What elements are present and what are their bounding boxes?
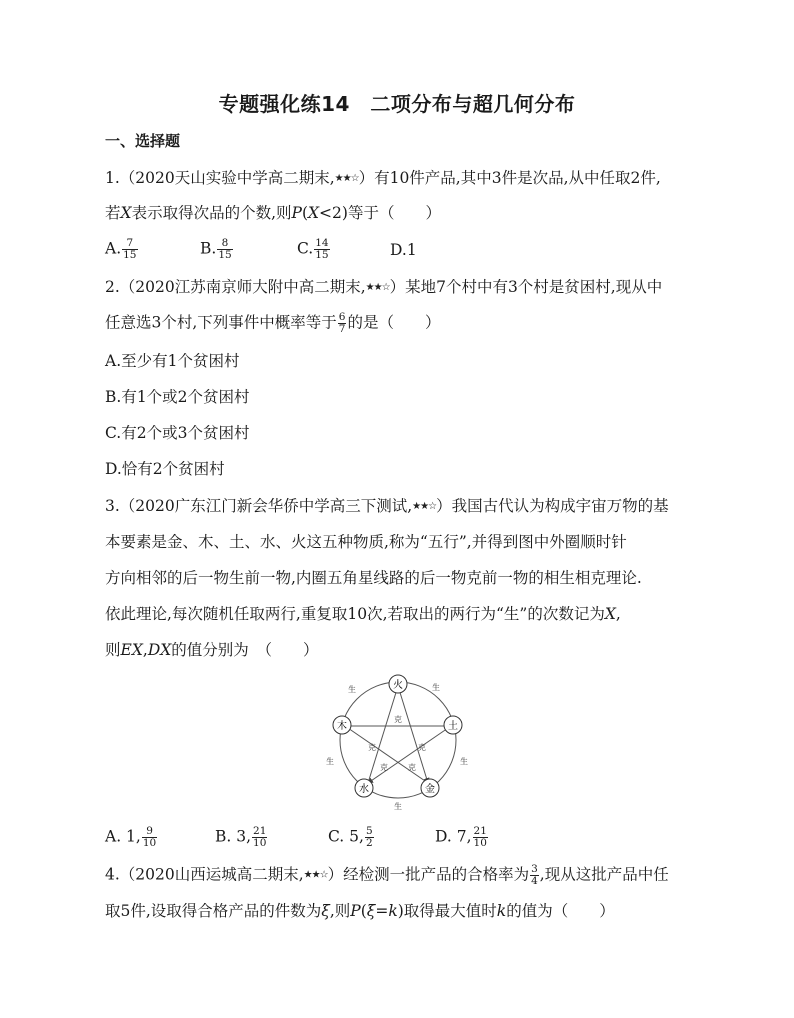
difficulty-stars-icon: ★★☆ [412, 501, 437, 512]
inner-label: 克 [394, 715, 402, 724]
q2-line-2: 任意选3个村,下列事件中概率等于 $\frac{6}{7}$ 的是（ ） [105, 311, 441, 335]
difficulty-stars-icon: ★★☆ [365, 282, 390, 293]
outer-label: 生 [348, 685, 356, 694]
q1-line-2: 若X表示取得次品的个数,则P(X<2)等于（ ） [105, 204, 441, 222]
svg-text:木: 木 [337, 721, 347, 732]
inner-label: 克 [418, 743, 426, 752]
q1-option-c: C. $\frac{14}{15}$ [297, 237, 329, 261]
q1-option-d: D.1 [390, 241, 417, 259]
q3-source: 3.（2020广东江门新会华侨中学高三下测试, [105, 497, 413, 515]
q1-text-1: ）有10件产品,其中3件是次品,从中任取2件, [358, 169, 661, 187]
node-metal [421, 779, 439, 797]
svg-text:金: 金 [425, 784, 435, 795]
inner-label: 克 [380, 763, 388, 772]
q3-line-2: 本要素是金、木、土、水、火这五种物质,称为“五行”,并得到图中外圈顺时针 [105, 533, 627, 551]
node-fire [389, 675, 407, 693]
difficulty-stars-icon: ★★☆ [303, 869, 328, 881]
svg-text:火: 火 [393, 680, 403, 691]
q1-line-1 [105, 168, 661, 189]
q1-option-b: B. $\frac{8}{15}$ [200, 237, 232, 261]
svg-text:水: 水 [359, 784, 369, 795]
outer-label: 生 [460, 757, 468, 766]
q2-source: 2.（2020江苏南京师大附中高二期末, [105, 278, 366, 296]
q3-line-3: 方向相邻的后一物生前一物,内圈五角星线路的后一物克前一物的相生相克理论. [105, 569, 642, 587]
q3-line-5: 则EX,DX的值分别为 （ ） [105, 641, 319, 659]
star-line [345, 726, 428, 783]
five-elements-diagram [318, 670, 478, 810]
outer-label: 生 [326, 757, 334, 766]
outer-circle [340, 682, 456, 798]
q1-option-a: A. $\frac{7}{15}$ [105, 237, 137, 261]
node-earth [444, 716, 462, 734]
outer-label: 生 [394, 802, 402, 810]
q2-option-c: C.有2个或3个贫困村 [105, 424, 250, 442]
q2-option-b: B.有1个或2个贫困村 [105, 388, 250, 406]
q2-option-a: A.至少有1个贫困村 [105, 352, 240, 370]
q2-option-d: D.恰有2个贫困村 [105, 460, 225, 478]
inner-label: 克 [408, 763, 416, 772]
node-wood [333, 716, 351, 734]
star-line [368, 726, 451, 783]
svg-text:土: 土 [448, 721, 458, 732]
q4-line-2: 取5件,设取得合格产品的件数为ξ,则P(ξ=k)取得最大值时k的值为（ ） [105, 902, 615, 920]
section-heading: 一、选择题 [105, 132, 181, 150]
difficulty-stars-icon: ★★☆ [334, 173, 359, 184]
q3-option-b: B. 3, $\frac{21}{10}$ [215, 825, 267, 849]
q4-source: 4.（2020山西运城高二期末, [105, 865, 304, 884]
q3-line-4: 依此理论,每次随机任取两行,重复取10次,若取出的两行为“生”的次数记为X, [105, 605, 621, 623]
node-water [355, 779, 373, 797]
q3-option-c: C. 5, $\frac{5}{2}$ [328, 825, 373, 849]
q3-line-1: 3.（2020广东江门新会华侨中学高三下测试,★★☆）我国古代认为构成宇宙万物的基 [105, 497, 669, 515]
q1-source: 1.（2020天山实验中学高二期末, [105, 169, 335, 187]
page-title: 专题强化练14 二项分布与超几何分布 [218, 92, 576, 116]
inner-label: 克 [368, 743, 376, 752]
q2-line-1: 2.（2020江苏南京师大附中高二期末,★★☆）某地7个村中有3个村是贫困村,现从中 [105, 278, 663, 296]
outer-label: 生 [432, 683, 440, 692]
q3-option-a: A. 1, $\frac{9}{10}$ [105, 825, 157, 849]
q3-option-d: D. 7, $\frac{21}{10}$ [435, 825, 487, 849]
q4-line-1: 4.（2020山西运城高二期末,★★☆）经检测一批产品的合格率为 $\frac{3}{4}$ ,现从这批产品中任 [105, 863, 669, 887]
